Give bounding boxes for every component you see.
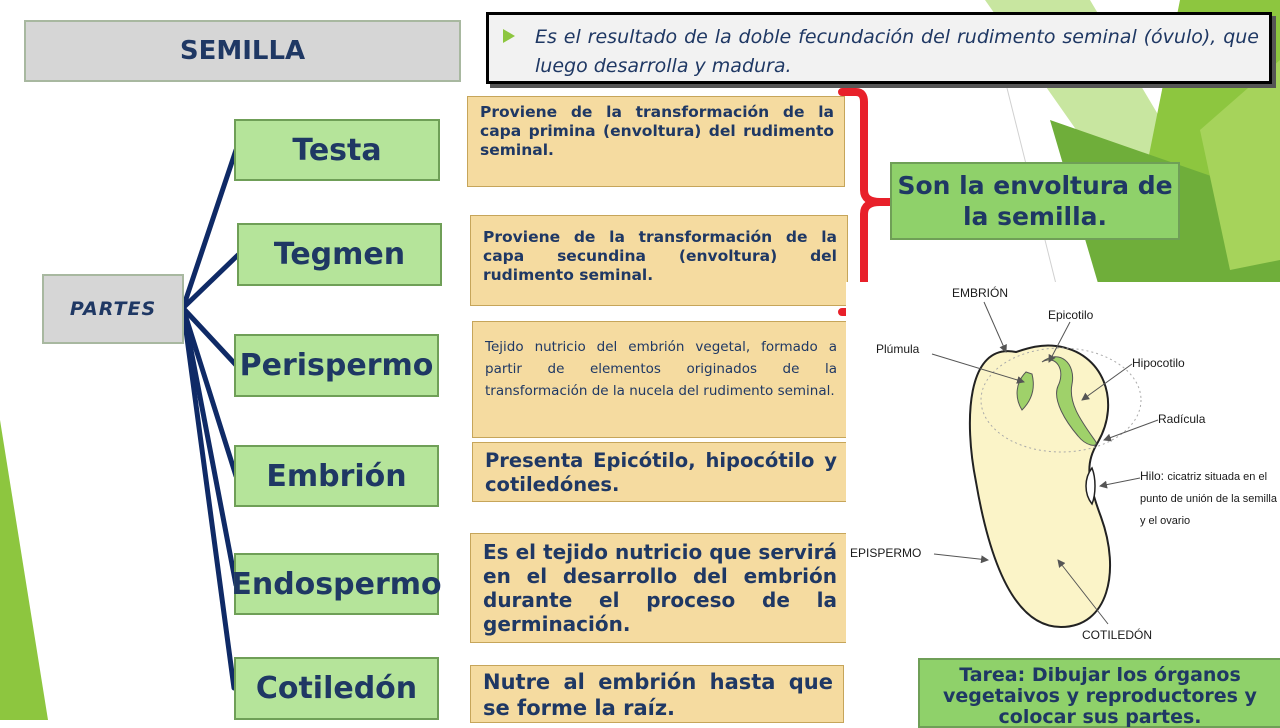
desc-testa: Proviene de la transformación de la capa primina (envoltura) del rudimento seminal.: [467, 96, 845, 187]
label-embrion: EMBRIÓN: [952, 286, 1009, 300]
label-hilo-title: Hilo:: [1140, 469, 1165, 483]
connector-cotiledon: [183, 308, 234, 688]
part-cotiledon: Cotiledón: [234, 657, 439, 720]
desc-embrion: Presenta Epicótilo, hipocótilo y cotiledónes.: [472, 442, 848, 502]
label-hilo: [1140, 466, 1280, 532]
desc-cotiledon: Nutre al embrión hasta que se forme la raíz.: [470, 665, 844, 723]
seed-diagram: [846, 282, 1280, 654]
part-tegmen: Tegmen: [237, 223, 442, 286]
part-endospermo: Endospermo: [234, 553, 439, 615]
part-perispermo: Perispermo: [234, 334, 439, 397]
label-hipocotilo: Hipocotilo: [1132, 356, 1185, 370]
envelope-summary: Son la envoltura de la semilla.: [890, 162, 1180, 240]
label-plumula: Plúmula: [876, 342, 920, 356]
label-radicula: Radícula: [1158, 412, 1206, 426]
page-title: SEMILLA: [24, 20, 461, 82]
label-epispermo: EPISPERMO: [850, 546, 922, 560]
desc-tegmen: Proviene de la transformación de la capa secundina (envoltura) del rudimento seminal.: [470, 215, 848, 306]
desc-perispermo: Tejido nutricio del embrión vegetal, formado a partir de elementos originados de la transformación de la nucela del rudimento seminal.: [472, 321, 848, 438]
root-partes: PARTES: [42, 274, 184, 344]
label-epicotilo: Epicotilo: [1048, 308, 1094, 322]
definition-text: Es el resultado de la doble fecundación del rudimento seminal (óvulo), que luego desarrolla y madura.: [535, 26, 1259, 77]
label-hilo-text: cicatriz situada en el punto de unión de la semilla y el ovario: [1140, 471, 1277, 527]
desc-endospermo: Es el tejido nutricio que servirá en el desarrollo del embrión durante el proceso de la germinación.: [470, 533, 848, 643]
part-embrion: Embrión: [234, 445, 439, 507]
task-box: Tarea: Dibujar los órganos vegetaivos y reproductores y colocar sus partes.: [918, 658, 1280, 728]
label-cotiledon: COTILEDÓN: [1082, 628, 1153, 642]
part-testa: Testa: [234, 119, 440, 181]
